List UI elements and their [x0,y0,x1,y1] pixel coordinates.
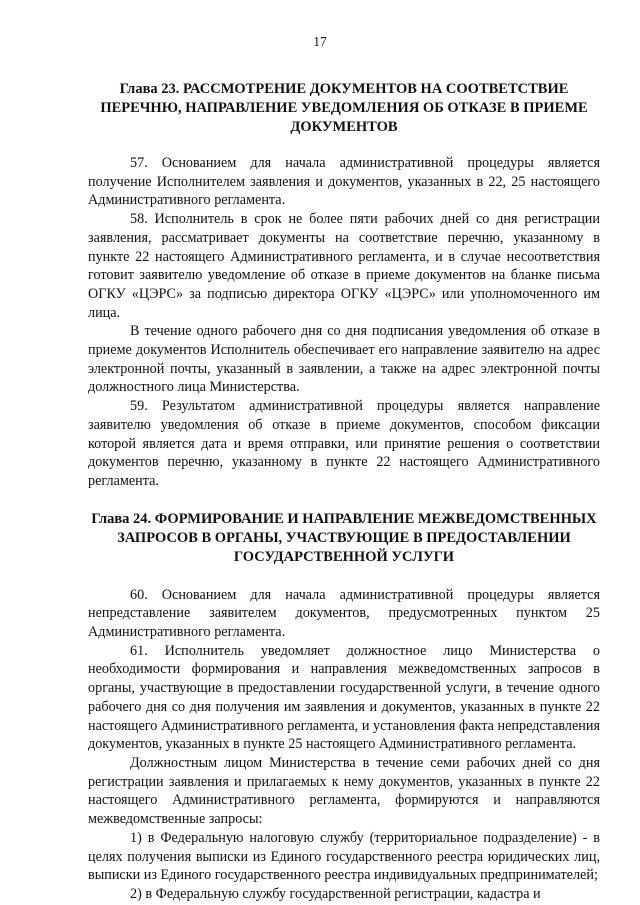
chapter-24-title: Глава 24. ФОРМИРОВАНИЕ И НАПРАВЛЕНИЕ МЕЖВЕДОМСТВЕННЫХ ЗАПРОСОВ В ОРГАНЫ, УЧАСТВУЮЩИЕ В ПРЕДОСТАВЛЕНИИ ГОСУДАРСТВЕННОЙ УСЛУГИ [91,510,597,565]
paragraph-60: 60. Основанием для начала административной процедуры является непредставление заявителем документов, предусмотренных пунктом 25 Административного регламента. [88,586,600,641]
chapter-24-body [88,586,600,904]
list-item-1: 1) в Федеральную налоговую службу (территориальное подразделение) - в целях получения выписки из Единого государственного реестра юридических лиц, выписки из Единого государственного реестра индивидуальных предпринимателей; [88,829,600,884]
page-number: 17 [313,34,327,49]
paragraph-57: 57. Основанием для начала административной процедуры является получение Исполнителем заявления и документов, указанных в 22, 25 настоящего Административного регламента. [88,155,600,209]
page-content [88,80,600,904]
paragraph-59: 59. Результатом административной процедуры является направление заявителю уведомления об отказе в приеме документов, способом фиксации которой является дата и время отправки, или принятие решения о соответствии документов перечню, указанному в пункте 22 настоящего Административного регламента. [88,398,600,489]
list-item-2: 2) в Федеральную службу государственной регистрации, кадастра и [130,885,541,902]
paragraph-58-continuation: В течение одного рабочего дня со дня подписания уведомления об отказе в приеме документов Исполнитель обеспечивает его направление заявителю на адрес электронной почты, указанный в заявлении, а также на адрес электронной почты должностного лица Министерства. [88,323,600,396]
paragraph-61-requests: Должностным лицом Министерства в течение семи рабочих дней со дня регистрации заявления и прилагаемых к нему документов, указанных в пункте 22 настоящего Административного регламента, формируются и направляются межведомственные запросы: [88,754,600,828]
chapter-23-body [88,154,600,491]
paragraph-61: 61. Исполнитель уведомляет должностное лицо Министерства о необходимости формирования и направления межведомственных запросов в органы, участвующие в предоставлении государственной услуги, в течение одного рабочего дня со дня получения им заявления и документов, указанных в пункте 22 настоящего Административного регламента, и установления факта непредставления документов, указанных в пункте 25 настоящего Административного регламента. [88,642,600,753]
paragraph-58: 58. Исполнитель в срок не более пяти рабочих дней со дня регистрации заявления, рассматривает документы на соответствие перечню, указанному в пункте 22 настоящего Административного регламента, и в случае несоответствия готовит заявителю уведомление об отказе в приеме документов на бланке письма ОГКУ «ЦЭРС» за подписью директора ОГКУ «ЦЭРС» или уполномоченного им лица. [88,211,600,321]
chapter-23-title: Глава 23. РАССМОТРЕНИЕ ДОКУМЕНТОВ НА СООТВЕТСТВИЕ ПЕРЕЧНЮ, НАПРАВЛЕНИЕ УВЕДОМЛЕНИЯ ОБ ОТКАЗЕ В ПРИЕМЕ ДОКУМЕНТОВ [100,81,588,135]
